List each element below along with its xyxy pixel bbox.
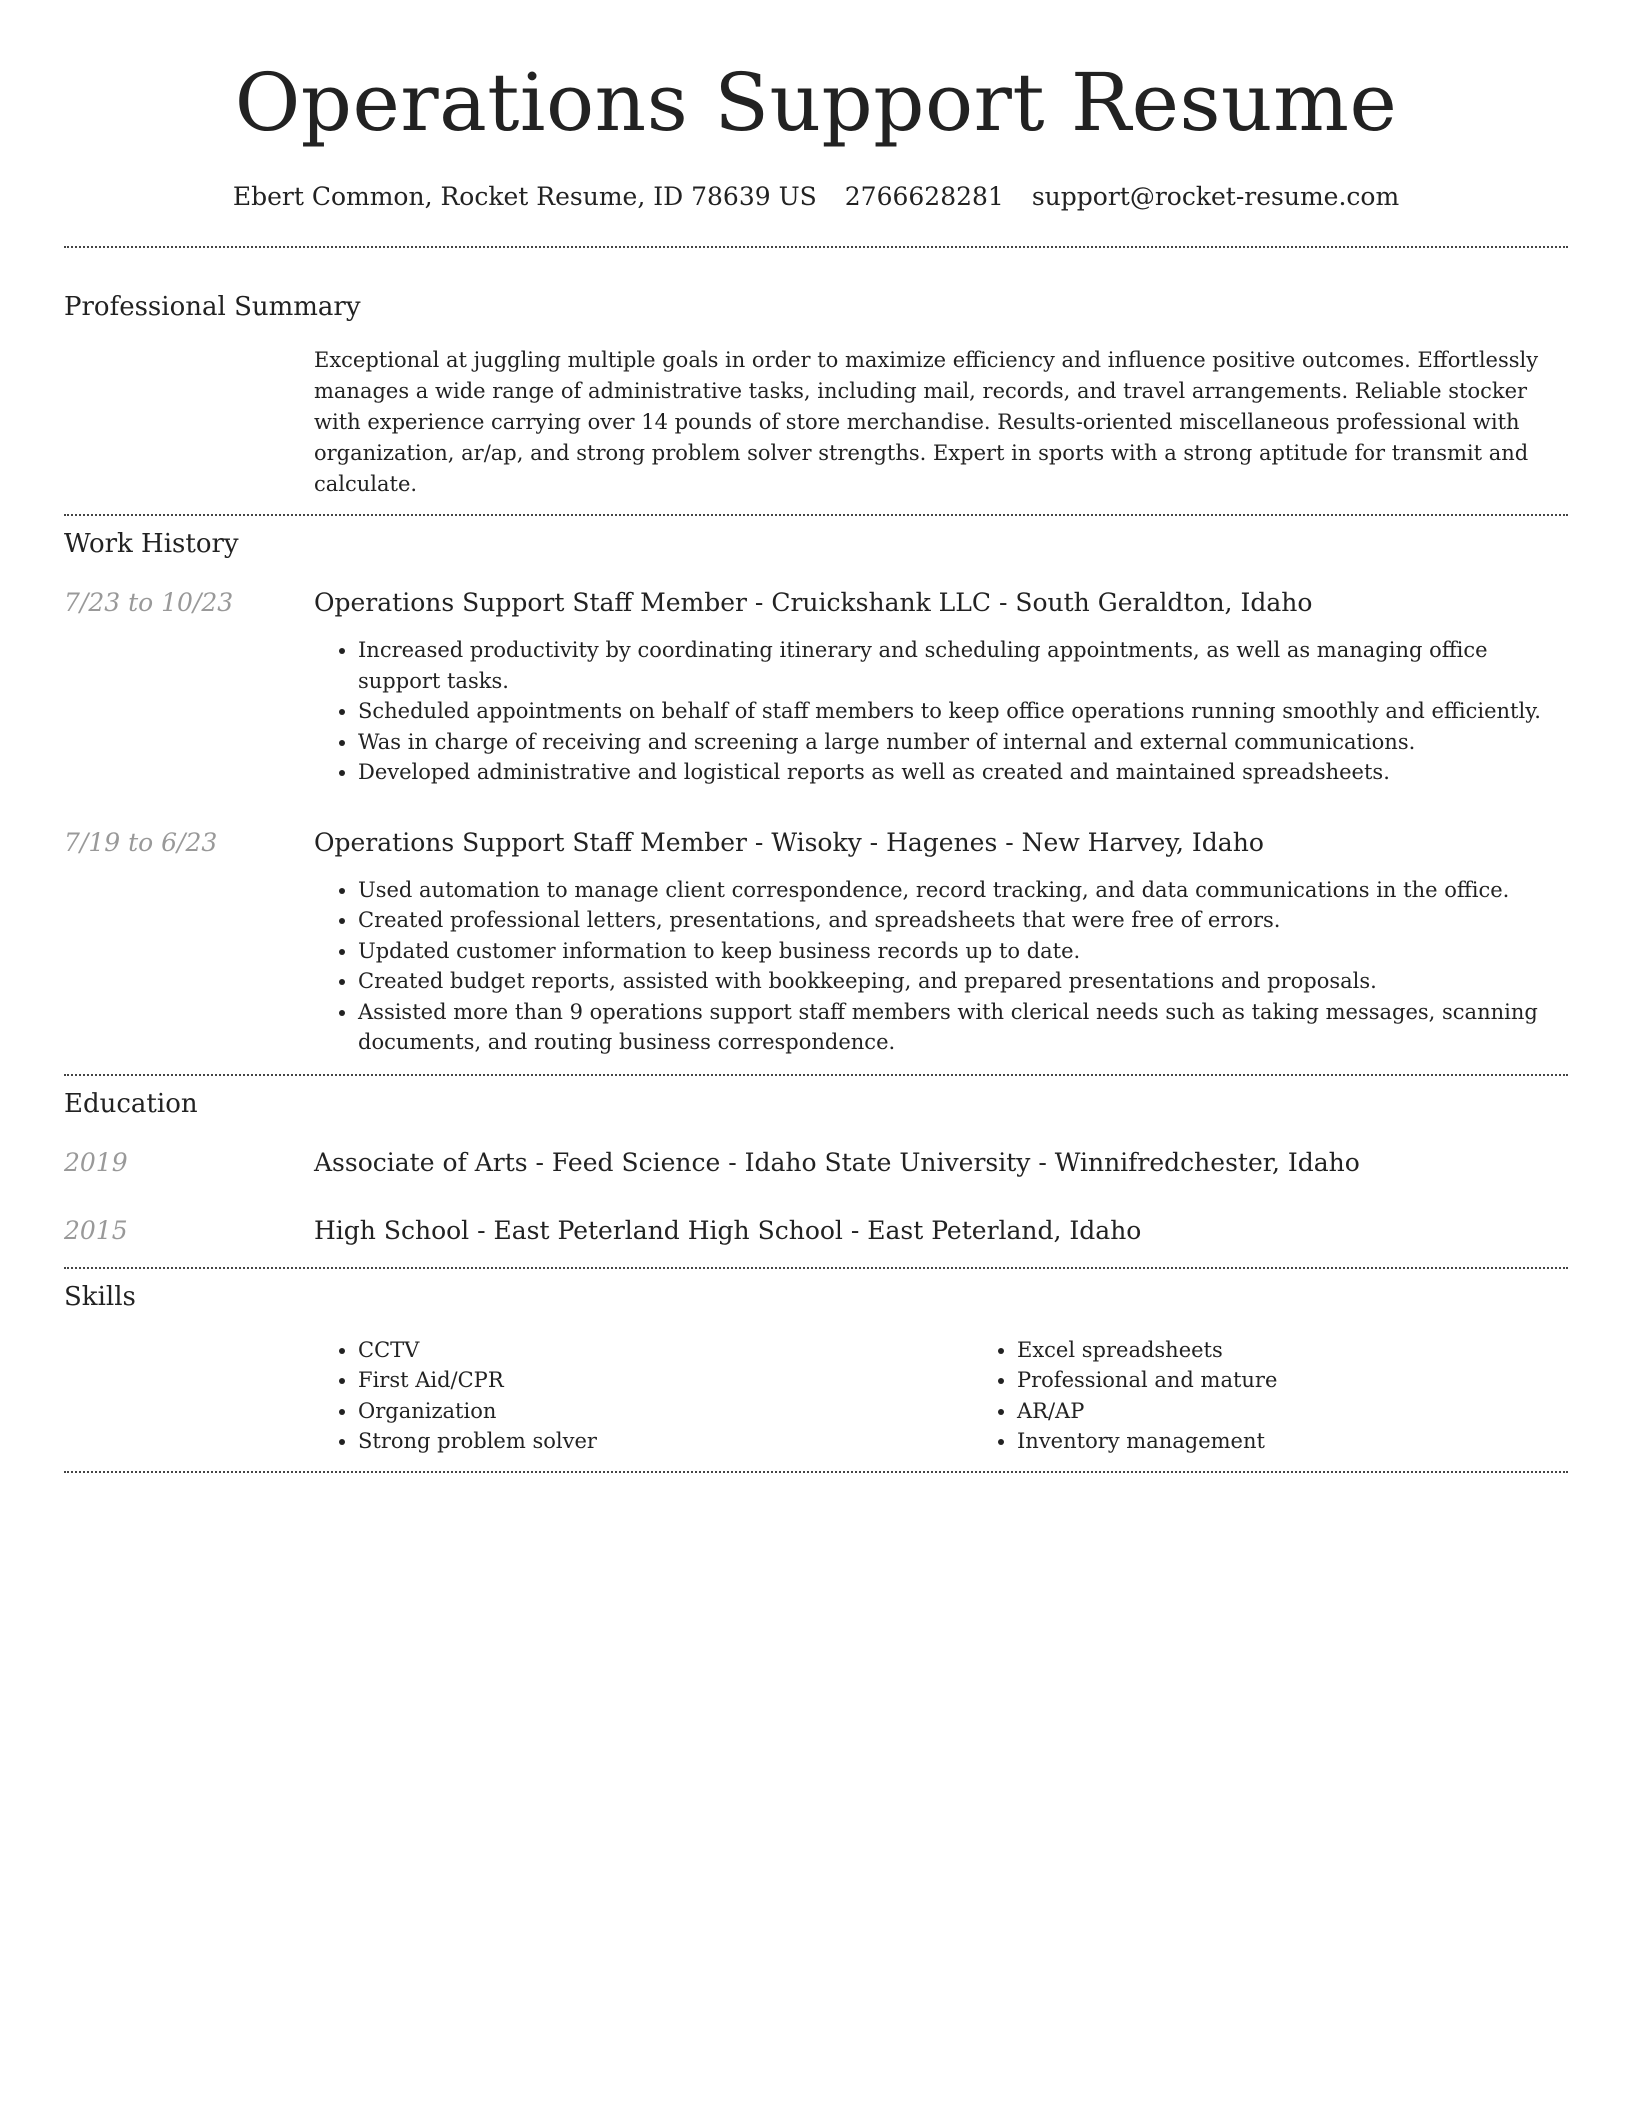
list-item: • Strong problem solver — [358, 1426, 973, 1457]
education-heading — [314, 1146, 1568, 1180]
list-item: • Excel spreadsheets — [1017, 1335, 1632, 1366]
list-item: • Was in charge of receiving and screening a large number of internal and external communications. — [358, 727, 1568, 758]
job-entry — [64, 586, 1568, 788]
education-degree: High School — [314, 1215, 470, 1245]
list-item: • First Aid/CPR — [358, 1365, 973, 1396]
list-item: • Increased productivity by coordinating itinerary and scheduling appointments, as well as managing office support tasks. — [358, 635, 1568, 696]
job-title: Operations Support Staff Member — [314, 588, 747, 617]
section-title-skills: Skills — [64, 1281, 136, 1312]
list-item: • Updated customer information to keep business records up to date. — [358, 936, 1568, 967]
education-entry — [64, 1146, 1568, 1180]
work-history-section — [64, 516, 1568, 1058]
summary-text: Exceptional at juggling multiple goals in order to maximize efficiency and influence positive outcomes. Effortlessly manages a wide range of administrative tasks, including mail, records, and travel arrangements. Reliable stocker with experience carrying over 14 pounds of store merchandise. Results-oriented miscellaneous professional with organization, ar/ap, and strong problem solver strengths. Expert in sports with a strong aptitude for transmit and calculate. — [314, 348, 1539, 496]
education-heading — [314, 1214, 1568, 1248]
education-year: 2015 — [64, 1215, 128, 1245]
section-title-education: Education — [64, 1088, 198, 1119]
job-bullets — [314, 875, 1568, 1058]
job-employer: - Cruickshank LLC - South Geraldton, Idaho — [746, 588, 1313, 617]
contact-line — [64, 180, 1568, 214]
skills-section — [64, 1269, 1568, 1457]
education-school: - East Peterland High School - East Peterland, Idaho — [469, 1215, 1142, 1245]
education-school: - Idaho State University - Winnifredchester, Idaho — [720, 1147, 1360, 1177]
skills-list-left — [314, 1335, 973, 1457]
job-title: Operations Support Staff Member — [314, 827, 747, 857]
job-entry — [64, 826, 1568, 1058]
job-dates: 7/23 to 10/23 — [64, 588, 234, 617]
contact-address: Ebert Common, Rocket Resume, ID 78639 US — [232, 182, 817, 211]
list-item: • Scheduled appointments on behalf of staff members to keep office operations running smoothly and efficiently. — [358, 696, 1568, 727]
list-item: • AR/AP — [1017, 1396, 1632, 1427]
education-degree: Associate of Arts - Feed Science — [314, 1147, 721, 1177]
list-item: • Created budget reports, assisted with bookkeeping, and prepared presentations and proposals. — [358, 966, 1568, 997]
education-entry — [64, 1214, 1568, 1248]
list-item: • CCTV — [358, 1335, 973, 1366]
contact-email: support@rocket-resume.com — [1031, 182, 1400, 211]
summary-section — [64, 248, 1568, 500]
job-heading — [314, 586, 1568, 620]
resume-title: Operations Support Resume — [234, 56, 1398, 149]
list-item: • Used automation to manage client correspondence, record tracking, and data communications in the office. — [358, 875, 1568, 906]
list-item: • Organization — [358, 1396, 973, 1427]
list-item: • Inventory management — [1017, 1426, 1632, 1457]
education-section — [64, 1076, 1568, 1248]
list-item: • Developed administrative and logistical reports as well as created and maintained spreadsheets. — [358, 757, 1568, 788]
summary-spacer — [64, 345, 314, 500]
education-year: 2019 — [64, 1147, 128, 1177]
skills-list-right — [973, 1335, 1632, 1457]
skills-spacer — [64, 1335, 314, 1457]
job-bullets — [314, 635, 1568, 788]
list-item: • Professional and mature — [1017, 1365, 1632, 1396]
section-title-work-history: Work History — [64, 529, 239, 559]
job-employer: - Wisoky - Hagenes - New Harvey, Idaho — [746, 827, 1264, 857]
list-item: • Assisted more than 9 operations support staff members with clerical needs such as taking messages, scanning documents, and routing business correspondence. — [358, 997, 1568, 1058]
section-title-summary: Professional Summary — [64, 292, 361, 322]
divider — [64, 1471, 1568, 1473]
resume-page — [64, 0, 1568, 1473]
contact-phone: 2766628281 — [844, 182, 1004, 211]
list-item: • Created professional letters, presentations, and spreadsheets that were free of errors. — [358, 905, 1568, 936]
job-heading — [314, 826, 1568, 860]
job-dates: 7/19 to 6/23 — [64, 827, 218, 857]
resume-header — [64, 0, 1568, 214]
